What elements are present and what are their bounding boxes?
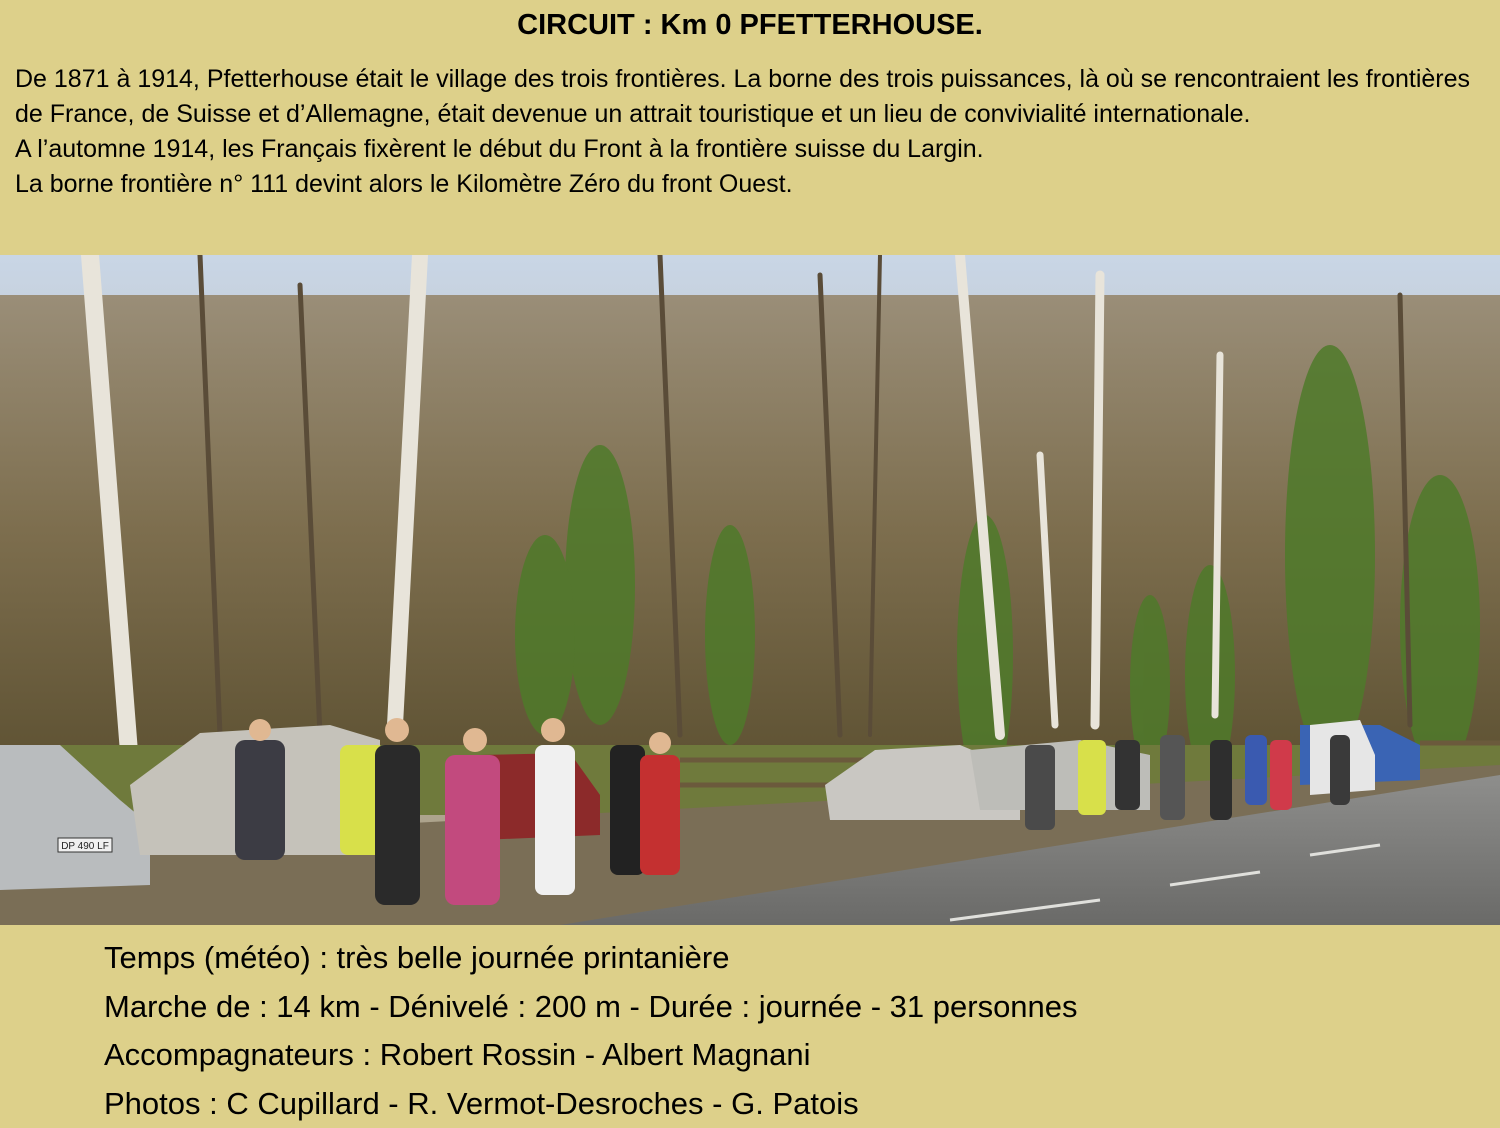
intro-line-kilometre-zero: La borne frontière n° 111 devint alors le Kilomètre Zéro du front Ouest.: [15, 167, 1490, 202]
intro-line-front: A l’automne 1914, les Français fixèrent le début du Front à la frontière suisse du Largin.: [15, 132, 1490, 167]
forest-parking-scene: [0, 255, 1500, 925]
walk-details-line: Marche de : 14 km - Dénivelé : 200 m - Durée : journée - 31 personnes: [104, 983, 1484, 1032]
license-plate: DP 490 LF: [61, 841, 109, 852]
intro-text: [15, 62, 1490, 202]
photo-credits-line: Photos : C Cupillard - R. Vermot-Desroches - G. Patois: [104, 1080, 1484, 1128]
intro-paragraph-history: De 1871 à 1914, Pfetterhouse était le village des trois frontières. La borne des trois puissances, là où se rencontraient les frontières de France, de Suisse et d’Allemagne, était devenue un attrait touristique et un lieu de convivialité internationale.: [15, 62, 1490, 132]
page-title: CIRCUIT : Km 0 PFETTERHOUSE.: [0, 6, 1500, 44]
group-photo: [0, 255, 1500, 925]
weather-line: Temps (météo) : très belle journée printanière: [104, 934, 1484, 983]
outing-info: [104, 934, 1484, 1128]
guides-line: Accompagnateurs : Robert Rossin - Albert Magnani: [104, 1031, 1484, 1080]
